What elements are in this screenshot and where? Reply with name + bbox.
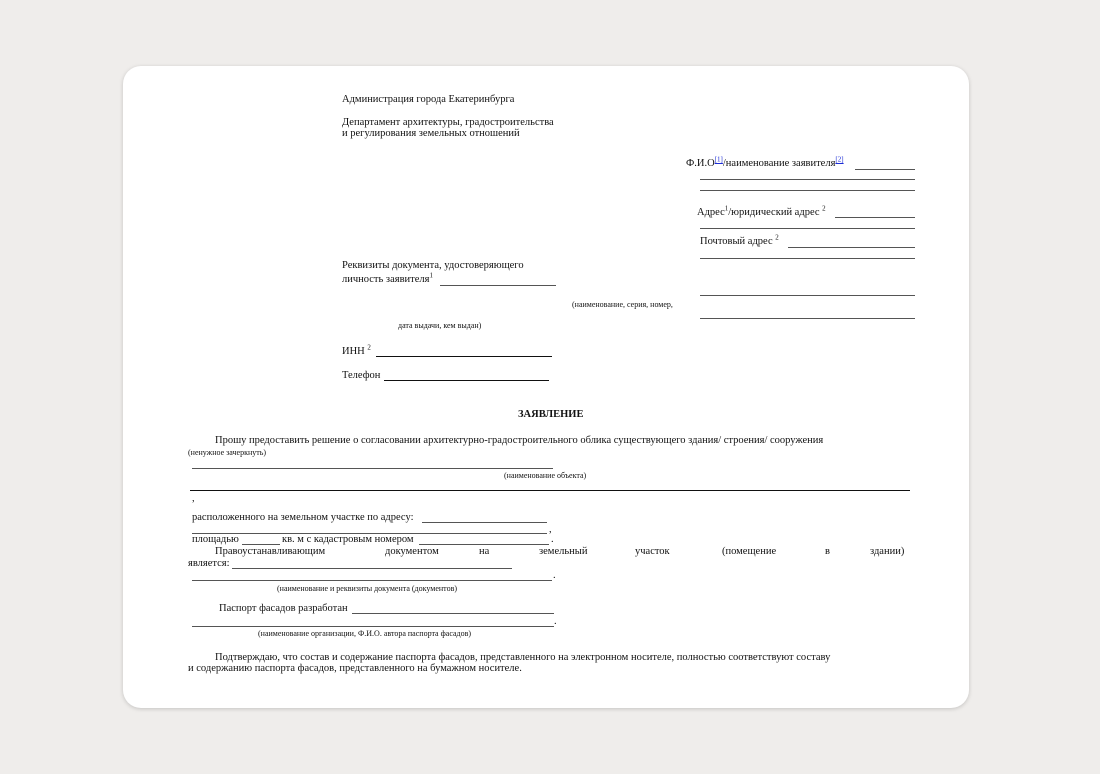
phone-label: Телефон [342, 370, 381, 381]
rights-word-3: на [479, 546, 490, 557]
footnote-link-2[interactable]: [2] [835, 155, 844, 164]
postal-input-line-2[interactable] [700, 258, 915, 259]
document-page [123, 66, 969, 708]
rights-word-8: здании) [870, 546, 905, 557]
area-input[interactable] [242, 544, 280, 545]
right-input-line-4[interactable] [700, 295, 915, 296]
object-input-line[interactable] [192, 468, 553, 469]
fio-input-line[interactable] [855, 169, 915, 170]
object-hint: (наименование объекта) [504, 471, 587, 480]
address-input-line-2[interactable] [700, 228, 915, 229]
object-full-line[interactable] [190, 490, 910, 491]
fio-input-line-3[interactable] [700, 190, 915, 191]
org-hint: (наименование организации, Ф.И.О. автора паспорта фасадов) [258, 629, 472, 638]
passport-label: Паспорт фасадов разработан [219, 603, 348, 614]
doc-hint: (наименование и реквизиты документа (документов) [277, 584, 458, 593]
identity-doc-label-2: личность заявителя$^1$ [342, 271, 433, 285]
inn-label: ИНН $^2$ [342, 343, 371, 357]
passport-input-2[interactable] [192, 626, 554, 627]
postal-address-label: Почтовый адрес $^2$ [700, 233, 779, 247]
address-input-line[interactable] [835, 217, 915, 218]
document-title: ЗАЯВЛЕНИЕ [518, 409, 584, 420]
located-label: расположенного на земельном участке по адресу: [192, 512, 414, 523]
address-input[interactable] [422, 522, 547, 523]
request-text: Прошу предоставить решение о согласовании архитектурно-градостроительного облика существующего здания/ строения/ сооружения [215, 435, 824, 446]
comma-2: , [549, 524, 552, 535]
cadastral-input[interactable] [419, 544, 549, 545]
rights-word-7: в [825, 546, 830, 557]
cadastral-label: кв. м с кадастровым номером [282, 534, 414, 545]
right-input-line-5[interactable] [700, 318, 915, 319]
confirm-text-2: и содержанию паспорта фасадов, представленного на бумажном носителе. [188, 663, 522, 674]
comma-1: , [192, 493, 195, 504]
period-3: . [554, 616, 557, 627]
rights-cont: является: [188, 558, 230, 569]
phone-input-line[interactable] [384, 380, 549, 381]
period-2: . [553, 570, 556, 581]
period-1: . [551, 534, 554, 545]
area-label: площадью [192, 534, 239, 545]
identity-hint-1: (наименование, серия, номер, [572, 300, 673, 309]
department-line-1: Департамент архитектуры, градостроительства [342, 117, 554, 128]
strike-hint: (ненужное зачеркнуть) [188, 448, 267, 457]
department-line-2: и регулирования земельных отношений [342, 128, 520, 139]
inn-input-line[interactable] [376, 356, 552, 357]
fio-input-line-2[interactable] [700, 179, 915, 180]
identity-input-line[interactable] [440, 285, 556, 286]
admin-name: Администрация города Екатеринбурга [342, 94, 515, 105]
rights-word-2: документом [385, 546, 439, 557]
rights-word-1: Правоустанавливающим [215, 546, 326, 557]
rights-input-2[interactable] [192, 580, 552, 581]
rights-word-4: земельный [539, 546, 588, 557]
confirm-text-1: Подтверждаю, что состав и содержание паспорта фасадов, представленного на электронном носителе, полностью соответствуют составу [215, 652, 831, 663]
address-label: Адрес$^1$/юридический адрес $^2$ [697, 204, 826, 218]
rights-word-6: (помещение [722, 546, 777, 557]
identity-doc-label-1: Реквизиты документа, удостоверяющего [342, 260, 524, 271]
passport-input[interactable] [352, 613, 554, 614]
applicant-fio-label: Ф.И.О[1]/наименование заявителя[2] [686, 155, 844, 169]
rights-word-5: участок [635, 546, 670, 557]
footnote-link-1[interactable]: [1] [714, 155, 723, 164]
rights-input[interactable] [232, 568, 512, 569]
identity-hint-2: дата выдачи, кем выдан) [398, 321, 482, 330]
postal-input-line[interactable] [788, 247, 915, 248]
